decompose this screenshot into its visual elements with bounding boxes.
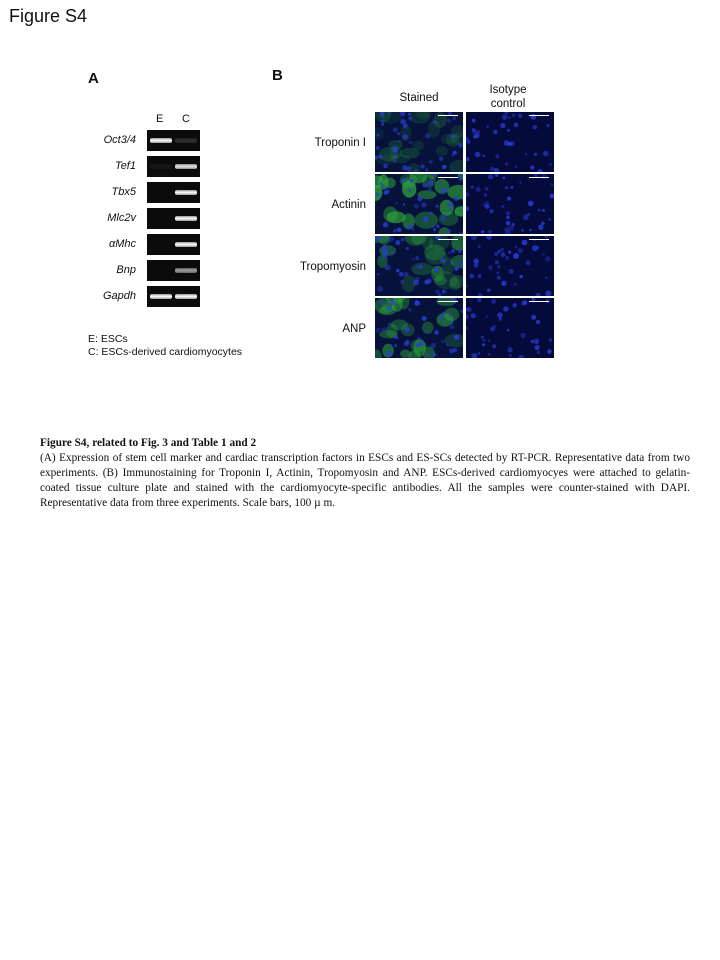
stained-micrograph: [375, 298, 463, 358]
scale-bar: [529, 301, 549, 302]
lane-label-c: C: [182, 113, 190, 125]
caption-body: (A) Expression of stem cell marker and cardiac transcription factors in ESCs and ES-SCs detected by RT-PCR. Representative data from two experiments. (B) Immunostaining for Troponin I, Actinin, Tropomyosin and ANP. ESCs-derived cardiomyocyes were attached to gelatin-coated tissue culture plate and stained with the cardiomyocyte-specific antibodies. All the samples were counter-stained with DAPI. Representative data from three experiments. Scale bars, 100 µ m.: [40, 452, 690, 509]
gel-legend: [88, 333, 242, 359]
gene-label: Gapdh: [102, 290, 136, 302]
scale-bar: [438, 301, 458, 302]
caption-heading: Figure S4, related to Fig. 3 and Table 1 and 2: [40, 437, 257, 449]
gel-band-c: [175, 164, 197, 169]
scale-bar: [529, 115, 549, 116]
scale-bar: [529, 239, 549, 240]
gene-label: Tbx5: [111, 186, 136, 198]
figure-title: Figure S4: [9, 6, 88, 26]
scale-bar: [438, 115, 458, 116]
gel-band-c: [175, 242, 197, 247]
panel-a-label: A: [88, 70, 99, 87]
column-header-isotype: Isotype control: [489, 84, 527, 110]
gene-label: Mlc2v: [107, 212, 136, 224]
gene-label: Oct3/4: [103, 134, 136, 146]
gene-label: Tef1: [114, 160, 136, 172]
lane-label-e: E: [156, 113, 164, 125]
gel-band-c: [175, 268, 197, 273]
legend-cardiomyocytes: C: ESCs-derived cardiomyocytes: [88, 346, 243, 358]
gene-label: Bnp: [116, 264, 136, 276]
scale-bar: [438, 239, 458, 240]
gel-band-e: [150, 138, 172, 143]
gene-label: αMhc: [108, 238, 136, 250]
gel-lane-row: [147, 182, 200, 203]
isotype-micrograph: [466, 112, 554, 172]
isotype-micrograph: [466, 174, 554, 234]
gel-lane-row: [147, 156, 200, 177]
stained-micrograph: [375, 112, 463, 172]
gel-band-e: [150, 294, 172, 299]
isotype-micrograph: [466, 236, 554, 296]
legend-escs: E: ESCs: [88, 333, 128, 345]
column-header-stained: Stained: [399, 92, 439, 104]
panel-b-label: B: [272, 67, 283, 84]
gel-band-c: [175, 216, 197, 221]
stained-micrograph: [375, 174, 463, 234]
gel-lane-row: [147, 208, 200, 229]
row-label: Troponin I: [314, 137, 366, 149]
figure-caption: [40, 436, 690, 511]
scale-bar: [438, 177, 458, 178]
gel-band-c: [175, 138, 197, 143]
stained-micrograph: [375, 236, 463, 296]
isotype-micrograph: [466, 298, 554, 358]
gel-band-c: [175, 190, 197, 195]
gel-lane-row: [147, 260, 200, 281]
gel-lane-row: [147, 234, 200, 255]
gel-band-c: [175, 294, 197, 299]
gel-lane-row: [147, 286, 200, 307]
row-label: ANP: [342, 323, 366, 335]
row-label: Actinin: [331, 199, 366, 211]
scale-bar: [529, 177, 549, 178]
gel-lane-row: [147, 130, 200, 151]
gel-band-e: [150, 164, 172, 169]
row-label: Tropomyosin: [299, 261, 366, 273]
